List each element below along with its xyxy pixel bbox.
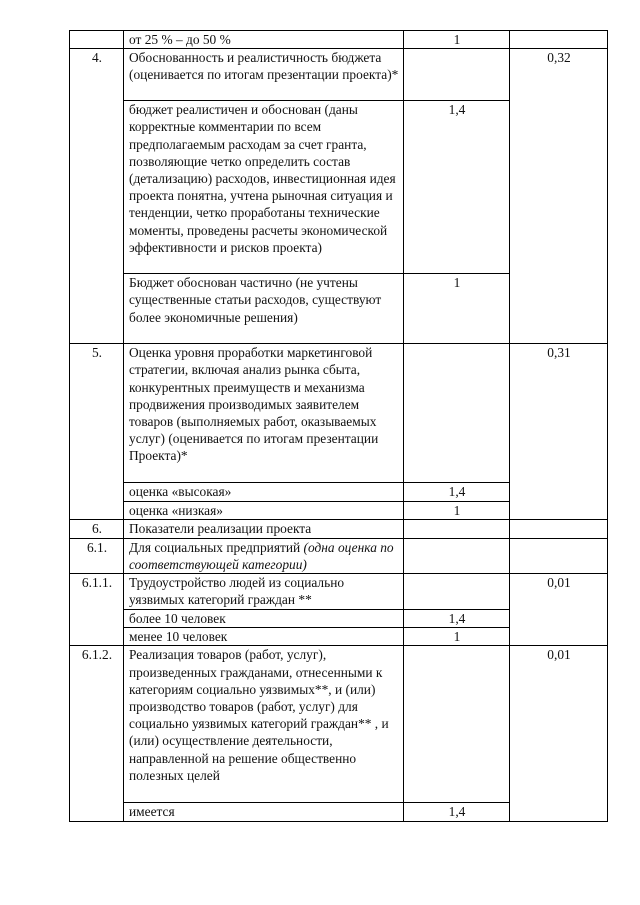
weight-cell xyxy=(510,31,608,49)
criterion-title: Оценка уровня проработки маркетинговой стратегии, включая анализ рынка сбыта, конкурентных преимуществ и механизма продвижения производимых заявителем товаров (выполняемых работ, оказываемых услуг) (оценивается по итогам презентации Проекта)* xyxy=(124,344,404,483)
criterion-title-main: Для социальных предприятий xyxy=(129,539,304,555)
option-score: 1,4 xyxy=(404,483,510,502)
score-cell xyxy=(404,574,510,610)
criterion-title: Обоснованность и реалистичность бюджета (оценивается по итогам презентации проекта)* xyxy=(124,49,404,101)
option-score: 1,4 xyxy=(404,610,510,628)
row-number: 6. xyxy=(70,520,124,538)
criterion-option: более 10 человек xyxy=(124,610,404,628)
criterion-title: Реализация товаров (работ, услуг), произведенных гражданами, отнесенными к категориям социально уязвимых**, и (или) производство товаров (работ, услуг) для социально уязвимых категорий граждан** , и (или) осуществление деятельности, направленной на решение общественно полезных целей xyxy=(124,646,404,803)
score-cell xyxy=(404,646,510,803)
criterion-option: имеется xyxy=(124,803,404,821)
table-row xyxy=(70,574,608,610)
criterion-option: бюджет реалистичен и обоснован (даны корректные комментарии по всем предполагаемым расходам за счет гранта, позволяющие четко определить состав (детализацию) расходов, инвестиционная идея проекта понятна, учтена рыночная ситуация и тенденции, четко проработаны технические моменты, проведены расчеты экономической эффективности и рисков проекта) xyxy=(124,101,404,274)
criterion-option: оценка «высокая» xyxy=(124,483,404,502)
row-number-cell xyxy=(70,31,124,49)
score-cell xyxy=(404,538,510,573)
option-score: 1 xyxy=(404,628,510,646)
table-row xyxy=(70,538,608,573)
row-number: 4. xyxy=(70,49,124,344)
criteria-table xyxy=(69,30,608,822)
criterion-weight: 0,32 xyxy=(510,49,608,344)
row-number: 6.1.1. xyxy=(70,574,124,646)
score-cell xyxy=(404,344,510,483)
option-score: 1 xyxy=(404,502,510,520)
criterion-option: от 25 % – до 50 % xyxy=(124,31,404,49)
option-score: 1,4 xyxy=(404,803,510,821)
table-row xyxy=(70,344,608,483)
criterion-option: менее 10 человек xyxy=(124,628,404,646)
table-row xyxy=(70,520,608,538)
table-row xyxy=(70,646,608,803)
table-row xyxy=(70,49,608,101)
option-score: 1,4 xyxy=(404,101,510,274)
criterion-weight: 0,01 xyxy=(510,646,608,821)
weight-cell xyxy=(510,520,608,538)
score-cell xyxy=(404,49,510,101)
criterion-title xyxy=(124,538,404,573)
option-score: 1 xyxy=(404,31,510,49)
option-score: 1 xyxy=(404,274,510,344)
score-cell xyxy=(404,520,510,538)
row-number: 5. xyxy=(70,344,124,520)
row-number: 6.1. xyxy=(70,538,124,573)
criterion-title: Трудоустройство людей из социально уязвимых категорий граждан ** xyxy=(124,574,404,610)
criterion-weight: 0,31 xyxy=(510,344,608,520)
criterion-weight: 0,01 xyxy=(510,574,608,646)
criterion-title: Показатели реализации проекта xyxy=(124,520,404,538)
criterion-option: Бюджет обоснован частично (не учтены существенные статьи расходов, существуют более экономичные решения) xyxy=(124,274,404,344)
criterion-title-note: (одна оценка по соответствующей категории) xyxy=(129,539,394,572)
table-row xyxy=(70,31,608,49)
weight-cell xyxy=(510,538,608,573)
criterion-option: оценка «низкая» xyxy=(124,502,404,520)
row-number: 6.1.2. xyxy=(70,646,124,821)
